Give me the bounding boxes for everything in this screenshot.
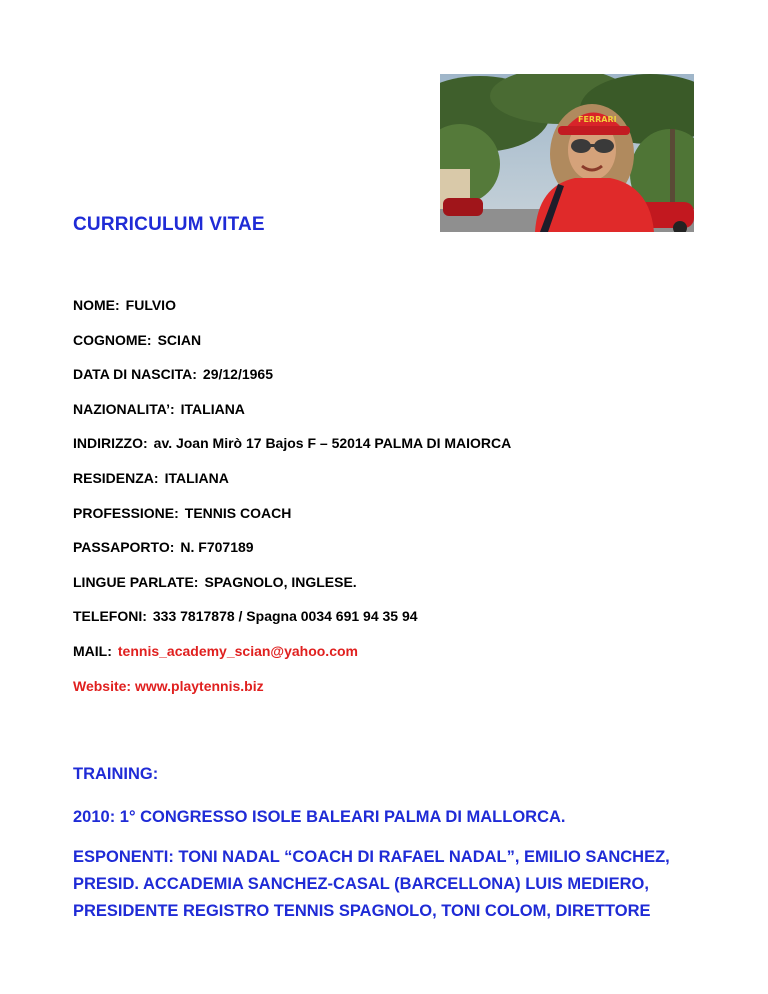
page-title: CURRICULUM VITAE: [73, 214, 265, 235]
field-row: [73, 434, 713, 469]
field-value: 29/12/1965: [202, 366, 273, 383]
field-row: [73, 296, 713, 331]
cap-lettering: FERRARI: [578, 115, 617, 124]
training-section: [73, 764, 733, 938]
field-value: ITALIANA: [180, 400, 245, 417]
field-label: NOME:: [73, 297, 120, 313]
field-value: av. Joan Mirò 17 Bajos F – 52014 PALMA DI MAIORCA: [153, 435, 512, 452]
field-value: TENNIS COACH: [184, 504, 292, 521]
website-link[interactable]: Website: www.playtennis.biz: [73, 677, 264, 694]
field-value: SCIAN: [157, 331, 202, 348]
field-row: [73, 573, 713, 608]
training-heading: TRAINING:: [73, 765, 159, 783]
field-value: FULVIO: [125, 297, 176, 313]
field-row: [73, 331, 713, 366]
field-label: TELEFONI:: [73, 608, 147, 625]
field-value: ITALIANA: [164, 469, 229, 486]
training-item: ESPONENTI: TONI NADAL “COACH DI RAFAEL NADAL”, EMILIO SANCHEZ, PRESID. ACCADEMIA SANCHEZ-CASAL (BARCELLONA) LUIS MEDIERO, PRESIDENTE REGISTRO TENNIS SPAGNOLO, TONI COLOM, DIRETTORE: [73, 848, 670, 920]
field-value: N. F707189: [180, 539, 254, 556]
field-label: PROFESSIONE:: [73, 504, 179, 521]
field-label: MAIL:: [73, 642, 112, 659]
field-row: [73, 400, 713, 435]
training-item: 2010: 1° CONGRESSO ISOLE BALEARI PALMA DI MALLORCA.: [73, 808, 566, 826]
field-label: PASSAPORTO:: [73, 539, 175, 556]
email-link[interactable]: tennis_academy_scian@yahoo.com: [117, 642, 358, 659]
field-row: [73, 365, 713, 400]
field-label: RESIDENZA:: [73, 469, 159, 486]
field-label: COGNOME:: [73, 331, 152, 348]
field-row: [73, 607, 713, 642]
field-row: [73, 538, 713, 573]
personal-info-list: [73, 296, 713, 711]
field-label: LINGUE PARLATE:: [73, 573, 199, 590]
field-row: [73, 504, 713, 539]
field-value: SPAGNOLO, INGLESE.: [204, 573, 357, 590]
field-row: [73, 469, 713, 504]
field-value: 333 7817878 / Spagna 0034 691 94 35 94: [152, 608, 418, 625]
field-row: [73, 642, 713, 677]
profile-photo: [440, 74, 694, 232]
field-label: INDIRIZZO:: [73, 435, 148, 452]
field-label: DATA DI NASCITA:: [73, 366, 197, 383]
profile-photo-image: [440, 74, 694, 232]
field-label: NAZIONALITA’:: [73, 400, 175, 417]
